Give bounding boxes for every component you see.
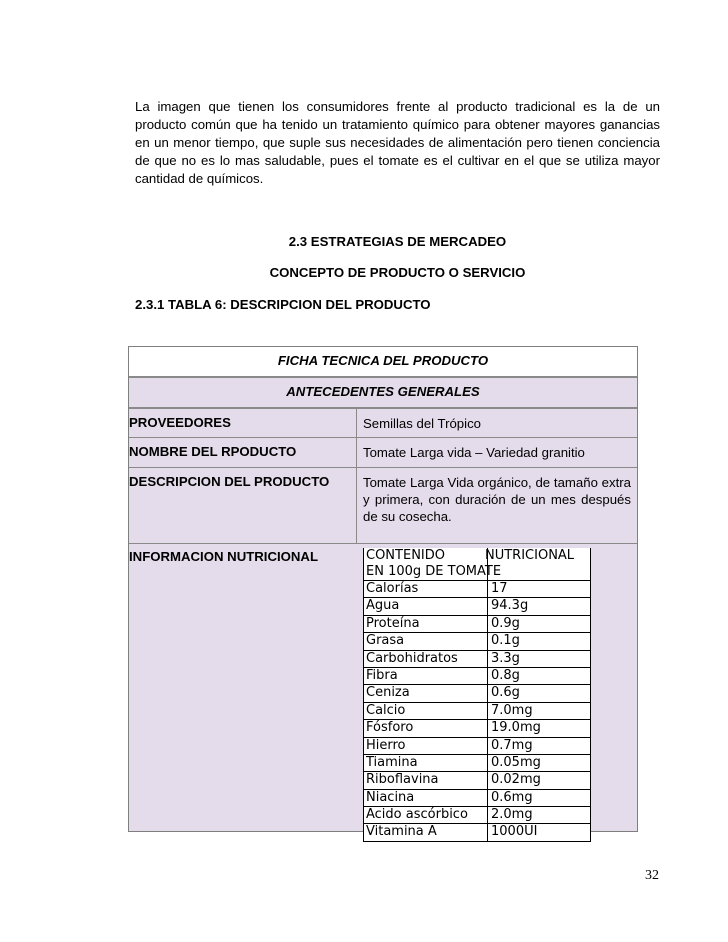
nutrient-value: 0.05mg bbox=[491, 754, 541, 770]
nutrient-name: Acido ascórbico bbox=[366, 807, 468, 823]
nutrition-header-a: CONTENIDO bbox=[366, 548, 445, 563]
nutrient-value: 1000UI bbox=[491, 824, 538, 840]
nutrition-row bbox=[363, 824, 591, 841]
nutrition-row bbox=[363, 685, 591, 702]
nutrition-rows bbox=[363, 581, 591, 842]
table-row bbox=[129, 468, 637, 544]
nutrient-name: Vitamina A bbox=[366, 824, 437, 840]
intro-paragraph: La imagen que tienen los consumidores frente al producto tradicional es la de un producto común que ha tenido un tratamiento químico para obtener mayores ganancias en un menor tiempo, que suple sus necesidades de alimentación pero tienen conciencia de que no es lo mas saludable, pues el tomate es el cultivar en el que se utiliza mayor cantidad de químicos. bbox=[135, 99, 660, 186]
nutrient-name: Carbohidratos bbox=[366, 650, 458, 666]
sub-heading: CONCEPTO DE PRODUCTO O SERVICIO bbox=[269, 265, 526, 280]
nutrient-name: Ceniza bbox=[366, 685, 410, 701]
row-label-nombre: NOMBRE DEL RPODUCTO bbox=[129, 438, 357, 467]
ficha-subtitle-row bbox=[129, 378, 637, 409]
nutrition-row bbox=[363, 720, 591, 737]
nutrient-name: Tiamina bbox=[366, 754, 418, 770]
nutrition-row bbox=[363, 633, 591, 650]
nutrition-row bbox=[363, 755, 591, 772]
row-label-descripcion: DESCRIPCION DEL PRODUCTO bbox=[129, 468, 357, 543]
nutrient-value: 7.0mg bbox=[491, 702, 533, 718]
table-row bbox=[129, 438, 637, 468]
nutrient-value: 94.3g bbox=[491, 598, 529, 614]
nutrient-name: Fibra bbox=[366, 667, 398, 683]
nutrient-name: Hierro bbox=[366, 737, 406, 753]
table-caption: 2.3.1 TABLA 6: DESCRIPCION DEL PRODUCTO bbox=[135, 297, 431, 312]
nutrient-value: 0.9g bbox=[491, 615, 520, 631]
nutrition-table bbox=[363, 548, 591, 842]
nutrient-value: 2.0mg bbox=[491, 807, 533, 823]
row-value-descripcion: Tomate Larga Vida orgánico, de tamaño extra y primera, con duración de un mes después de su cosecha. bbox=[363, 475, 631, 524]
nutrition-row bbox=[363, 616, 591, 633]
page-number: 32 bbox=[645, 868, 659, 883]
nutrient-value: 0.1g bbox=[491, 633, 520, 649]
section-heading: 2.3 ESTRATEGIAS DE MERCADEO bbox=[288, 234, 507, 249]
table-row bbox=[129, 544, 637, 840]
nutrient-name: Riboflavina bbox=[366, 772, 439, 788]
nutrient-name: Grasa bbox=[366, 633, 405, 649]
ficha-tecnica-table bbox=[128, 346, 638, 840]
nutrition-row bbox=[363, 668, 591, 685]
nutrient-value: 19.0mg bbox=[491, 720, 541, 736]
nutrition-row bbox=[363, 807, 591, 824]
nutrient-value: 0.8g bbox=[491, 667, 520, 683]
nutrition-header-b: NUTRICIONAL bbox=[485, 548, 575, 563]
nutrient-name: Niacina bbox=[366, 789, 415, 805]
nutrient-value: 3.3g bbox=[491, 650, 520, 666]
nutrition-header bbox=[363, 548, 591, 581]
nutrition-header-line2: EN 100g DE TOMATE bbox=[366, 564, 502, 579]
nutrient-name: Calcio bbox=[366, 702, 406, 718]
nutrient-name: Agua bbox=[366, 598, 400, 614]
nutrient-name: Calorías bbox=[366, 581, 419, 596]
row-value-nombre: Tomate Larga vida – Variedad granitio bbox=[363, 445, 585, 460]
nutrient-value: 0.02mg bbox=[491, 772, 541, 788]
ficha-title-row bbox=[129, 347, 637, 378]
nutrient-name: Fósforo bbox=[366, 720, 414, 736]
nutrition-row bbox=[363, 598, 591, 615]
row-value-proveedores: Semillas del Trópico bbox=[363, 416, 482, 431]
nutrition-row bbox=[363, 651, 591, 668]
ficha-title: FICHA TECNICA DEL PRODUCTO bbox=[277, 353, 489, 368]
nutrient-value: 0.6mg bbox=[491, 789, 533, 805]
nutrition-row bbox=[363, 738, 591, 755]
nutrient-value: 0.7mg bbox=[491, 737, 533, 753]
ficha-subtitle: ANTECEDENTES GENERALES bbox=[286, 384, 480, 399]
nutrition-row bbox=[363, 703, 591, 720]
nutrient-value: 0.6g bbox=[491, 685, 520, 701]
row-label-nutricional: INFORMACION NUTRICIONAL bbox=[129, 549, 319, 564]
nutrition-row bbox=[363, 581, 591, 598]
nutrition-row bbox=[363, 790, 591, 807]
nutrient-name: Proteína bbox=[366, 615, 420, 631]
row-label-proveedores: PROVEEDORES bbox=[129, 409, 357, 437]
table-row bbox=[129, 409, 637, 438]
nutrient-value: 17 bbox=[491, 581, 508, 596]
nutrition-row bbox=[363, 772, 591, 789]
